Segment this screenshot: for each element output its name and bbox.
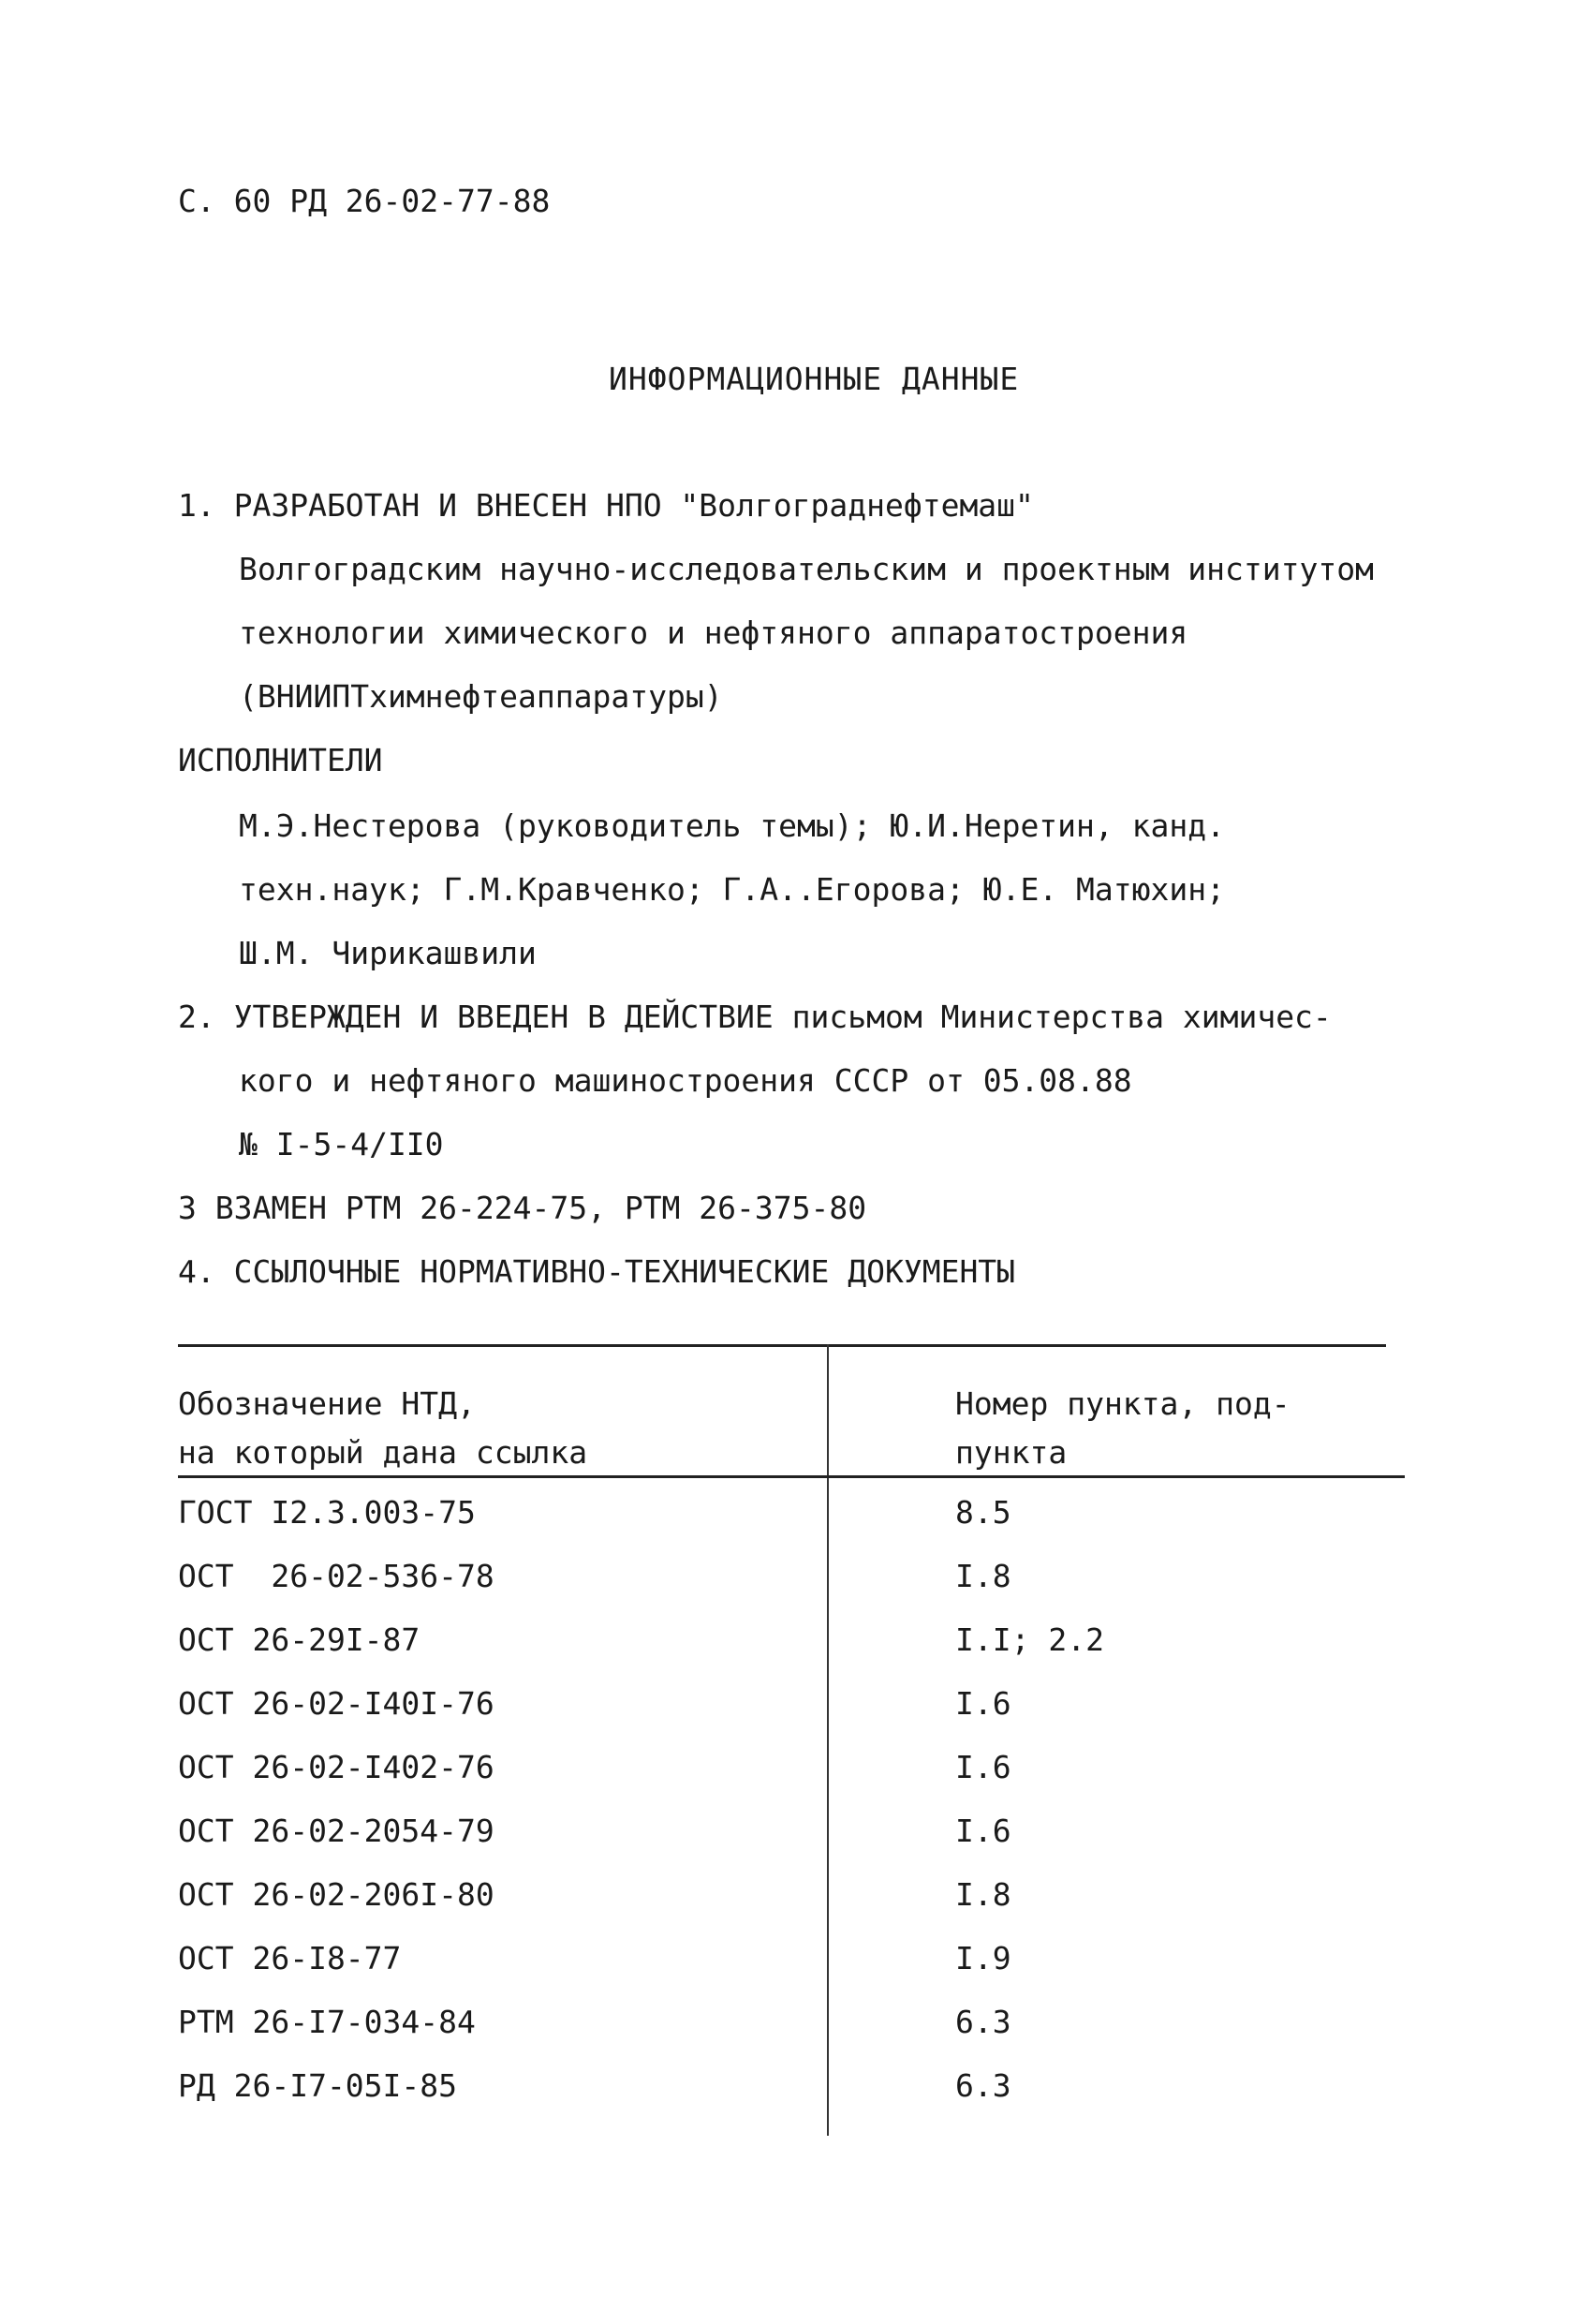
table-header-designation: [178, 1380, 587, 1477]
cell-clause: 8.5: [955, 1494, 1011, 1531]
table-row: [178, 1940, 1405, 2004]
executors-heading: ИСПОЛНИТЕЛИ: [178, 742, 383, 778]
header-text: пункта: [955, 1434, 1068, 1471]
table-row: [178, 1685, 1405, 1749]
cell-clause: 6.3: [955, 2067, 1011, 2104]
table-header-rule: [178, 1475, 1405, 1478]
table-row: [178, 2004, 1405, 2067]
page-header: С. 60 РД 26-02-77-88: [178, 183, 551, 219]
executors-line: техн.наук; Г.М.Кравченко; Г.А..Егорова; Ю.Е. Матюхин;: [239, 871, 1225, 908]
table-row: [178, 1876, 1405, 1940]
cell-designation: ОСТ 26-02-I402-76: [178, 1749, 494, 1785]
table-row: [178, 1813, 1405, 1876]
executors-line: Ш.М. Чирикашвили: [239, 935, 537, 971]
item-1-line: 1. РАЗРАБОТАН И ВНЕСЕН НПО "Волгограднефтемаш": [178, 487, 1034, 524]
item-2-line: кого и нефтяного машиностроения СССР от 05.08.88: [239, 1062, 1132, 1099]
item-2-line: № I-5-4/II0: [239, 1126, 444, 1162]
cell-designation: ОСТ 26-02-I40I-76: [178, 1685, 494, 1722]
cell-clause: I.I; 2.2: [955, 1621, 1104, 1658]
item-1-line: Волгоградским научно-исследовательским и проектным институтом: [239, 551, 1374, 587]
table-header-clause: [955, 1380, 1291, 1477]
cell-clause: 6.3: [955, 2004, 1011, 2040]
cell-clause: I.9: [955, 1940, 1011, 1976]
table-row: [178, 2067, 1405, 2131]
cell-designation: ГОСТ I2.3.003-75: [178, 1494, 476, 1531]
item-2-line: 2. УТВЕРЖДЕН И ВВЕДЕН В ДЕЙСТВИЕ письмом Министерства химичес-: [178, 999, 1332, 1035]
section-title: ИНФОРМАЦИОННЫЕ ДАННЫЕ: [609, 361, 1020, 397]
cell-designation: РД 26-I7-05I-85: [178, 2067, 458, 2104]
cell-clause: I.8: [955, 1558, 1011, 1594]
cell-designation: РТМ 26-I7-034-84: [178, 2004, 476, 2040]
cell-designation: ОСТ 26-29I-87: [178, 1621, 420, 1658]
table-row: [178, 1749, 1405, 1813]
table-top-rule: [178, 1344, 1386, 1347]
cell-designation: ОСТ 26-02-536-78: [178, 1558, 494, 1594]
header-text: Номер пункта, под-: [955, 1385, 1291, 1422]
cell-clause: I.6: [955, 1749, 1011, 1785]
table-row: [178, 1494, 1405, 1558]
cell-designation: ОСТ 26-I8-77: [178, 1940, 402, 1976]
executors-line: М.Э.Нестерова (руководитель темы); Ю.И.Неретин, канд.: [239, 807, 1225, 844]
item-1-line: технологии химического и нефтяного аппаратостроения: [239, 614, 1188, 651]
table-row: [178, 1621, 1405, 1685]
item-1-line: (ВНИИПТхимнефтеаппаратуры): [239, 678, 723, 715]
cell-clause: I.8: [955, 1876, 1011, 1913]
cell-designation: ОСТ 26-02-2054-79: [178, 1813, 494, 1849]
header-text: на который дана ссылка: [178, 1434, 588, 1471]
cell-designation: ОСТ 26-02-206I-80: [178, 1876, 494, 1913]
item-3-line: 3 ВЗАМЕН РТМ 26-224-75, РТМ 26-375-80: [178, 1190, 867, 1226]
cell-clause: I.6: [955, 1685, 1011, 1722]
cell-clause: I.6: [955, 1813, 1011, 1849]
table-row: [178, 1558, 1405, 1621]
header-text: Обозначение НТД,: [178, 1385, 476, 1422]
item-4-line: 4. ССЫЛОЧНЫЕ НОРМАТИВНО-ТЕХНИЧЕСКИЕ ДОКУМЕНТЫ: [178, 1253, 1016, 1290]
references-table: [178, 1344, 1405, 2150]
